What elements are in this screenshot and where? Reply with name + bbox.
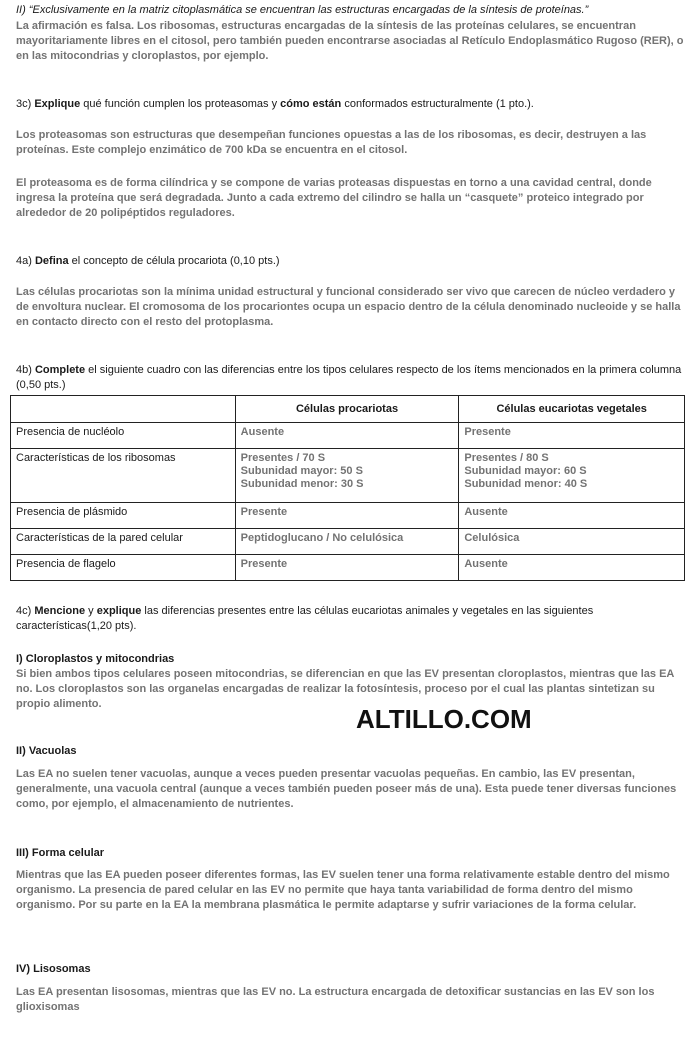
question-text: conformados estructuralmente (1 pto.).	[341, 98, 534, 110]
cell-line: Subunidad menor: 40 S	[464, 478, 588, 490]
section-title: II) Vacuolas	[16, 745, 77, 757]
table-header-row	[11, 396, 685, 423]
question-text: las diferencias presentes entre las células eucariotas animales y vegetales en las siguientes características(1,20 pts).	[16, 605, 594, 632]
table-row	[11, 449, 685, 503]
answer-3c-2: El proteasoma es de forma cilíndrica y se compone de varias proteasas dispuestas en torno a una cavidad central, donde ingresa la proteína que será degradada. Junto a cada extremo del cilindro se halla un “casquete” proteico integrado por alrededor de 20 polipéptidos reguladores.	[16, 177, 652, 219]
table-cell: Ausente	[459, 503, 685, 529]
comparison-table	[10, 395, 685, 581]
question-verb: Explique	[34, 98, 81, 110]
table-cell	[459, 449, 685, 503]
question-verb: Defina	[34, 255, 69, 267]
table-row-label: Presencia de plásmido	[11, 503, 236, 529]
question-text: el siguiente cuadro con las diferencias entre los tipos celulares respecto de los ítems mencionados en la primera columna (0,50 pts.)	[16, 364, 682, 391]
watermark: ALTILLO.COM	[356, 704, 532, 734]
question-num: 4b)	[16, 364, 35, 376]
table-cell: Celulósica	[459, 529, 685, 555]
table-row	[11, 529, 685, 555]
section-text: Las EA presentan lisosomas, mientras que las EV no. La estructura encargada de detoxificar sustancias en las EV son los glioxisomas	[16, 986, 655, 1013]
table-header: Células procariotas	[235, 396, 459, 423]
answer-4a: Las células procariotas son la mínima unidad estructural y funcional considerado ser vivo que carecen de núcleo verdadero y de envoltura nuclear. El cromosoma de los procariontes ocupa un espacio dentro de la célula denominado nucleoide y se halla en contacto directo con el resto del protoplasma.	[16, 286, 681, 328]
answer-ii: La afirmación es falsa. Los ribosomas, estructuras encargadas de la síntesis de las proteínas celulares, se encuentran mayoritariamente libres en el citosol, pero también pueden encontrarse asociadas al Retículo Endoplasmático Rugoso (RER), o en las mitocondrias y cloroplastos, por ejemplo.	[16, 20, 684, 62]
section-text: Mientras que las EA pueden poseer diferentes formas, las EV suelen tener una forma relativamente estable dentro del mismo organismo. La presencia de pared celular en las EV no permite que haya tanta variabilidad de forma dentro del mismo organismo. Por su parte en la EA la membrana plasmática le permite adaptarse y sufrir variaciones de la forma celular.	[16, 869, 670, 911]
table-row-label: Características de los ribosomas	[11, 449, 236, 503]
statement-ii: II) “Exclusivamente en la matriz citoplasmática se encuentran las estructuras encargadas de la síntesis de proteínas.”	[16, 4, 589, 16]
table-row-label: Presencia de flagelo	[11, 555, 236, 581]
question-num: 3c)	[16, 98, 35, 110]
section-title: III) Forma celular	[16, 847, 105, 859]
question-verb: Complete	[34, 364, 86, 376]
question-4c	[16, 604, 688, 634]
table-cell: Peptidoglucano / No celulósica	[235, 529, 459, 555]
section-text: Si bien ambos tipos celulares poseen mitocondrias, se diferencian en que las EV presentan cloroplastos, mientras que las EA no. Los cloroplastos son las organelas encargadas de realizar la fotosíntesis, proceso por el cual las plantas sintetizan su propio alimento.	[16, 668, 674, 710]
cell-line: Presentes / 80 S	[464, 452, 549, 464]
question-text: qué función cumplen los proteasomas y	[80, 98, 281, 110]
question-3c	[16, 97, 688, 112]
question-verb: cómo están	[280, 98, 342, 110]
table-cell: Ausente	[459, 555, 685, 581]
section-title: I) Cloroplastos y mitocondrias	[16, 653, 175, 665]
table-cell: Presente	[235, 555, 459, 581]
question-num: 4a)	[16, 255, 35, 267]
table-row-label: Características de la pared celular	[11, 529, 236, 555]
section-text: Las EA no suelen tener vacuolas, aunque a veces pueden presentar vacuolas pequeñas. En cambio, las EV presentan, generalmente, una vacuola central (aunque a veces también pueden poseer más de una). Esta puede tener diversas funciones como, por ejemplo, el almacenamiento de nutrientes.	[16, 768, 677, 810]
table-header	[11, 396, 236, 423]
answer-3c-1: Los proteasomas son estructuras que desempeñan funciones opuestas a las de los ribosomas, es decir, destruyen a las proteínas. Este complejo enzimático de 700 kDa se encuentra en el citosol.	[16, 129, 647, 156]
table-cell: Presente	[235, 503, 459, 529]
table-header: Células eucariotas vegetales	[459, 396, 685, 423]
question-num: 4c)	[16, 605, 35, 617]
table-cell: Ausente	[235, 423, 459, 449]
table-cell: Presente	[459, 423, 685, 449]
question-text: el concepto de célula procariota (0,10 pts.)	[68, 255, 280, 267]
question-text: y	[85, 605, 97, 617]
question-4a	[16, 254, 688, 269]
cell-line: Subunidad menor: 30 S	[240, 478, 364, 490]
section-title: IV) Lisosomas	[16, 963, 91, 975]
table-row	[11, 423, 685, 449]
question-verb: Mencione	[34, 605, 86, 617]
cell-line: Subunidad mayor: 50 S	[240, 465, 363, 477]
question-verb: explique	[96, 605, 142, 617]
question-4b	[16, 363, 688, 393]
table-row	[11, 503, 685, 529]
table-cell	[235, 449, 459, 503]
cell-line: Presentes / 70 S	[240, 452, 326, 464]
table-row	[11, 555, 685, 581]
table-row-label: Presencia de nucléolo	[11, 423, 236, 449]
cell-line: Subunidad mayor: 60 S	[464, 465, 587, 477]
